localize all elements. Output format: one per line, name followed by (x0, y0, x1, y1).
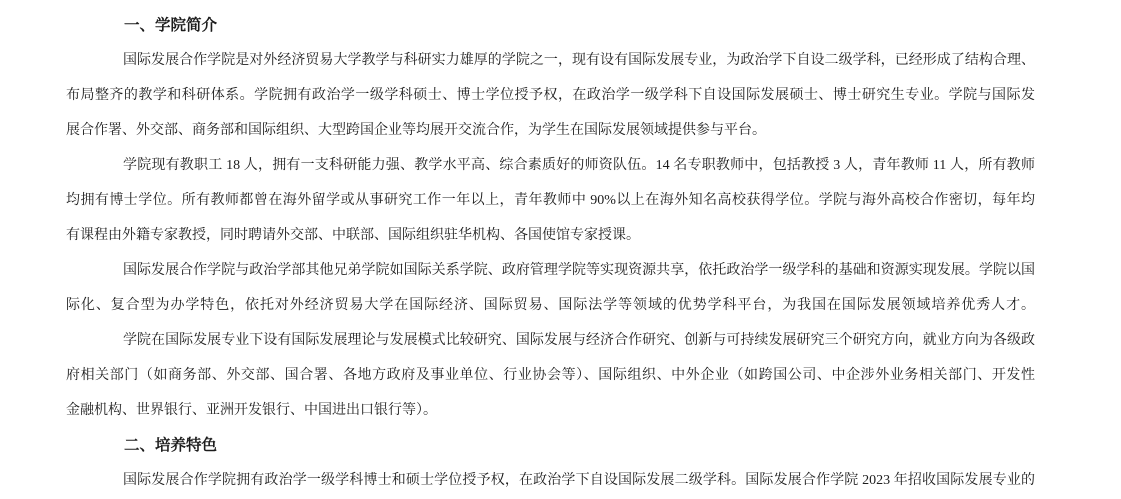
section-heading-1: 一、学院简介 (124, 17, 218, 34)
paragraph-line: 国际发展合作学院是对外经济贸易大学教学与科研实力雄厚的学院之一，现有设有国际发展专业，为政治学下自设二级学科，已经形成了结构合理、 (123, 53, 1035, 68)
paragraph-line: 展合作署、外交部、商务部和国际组织、大型跨国企业等均展开交流合作，为学生在国际发展领域提供参与平台。 (66, 123, 766, 138)
paragraph-line: 有课程由外籍专家教授，同时聘请外交部、中联部、国际组织驻华机构、各国使馆专家授课。 (66, 228, 640, 243)
paragraph-line: 府相关部门（如商务部、外交部、国合署、各地方政府及事业单位、行业协会等）、国际组织、中外企业（如跨国公司、中企涉外业务相关部门、开发性 (66, 368, 1035, 383)
paragraph-line: 国际发展合作学院拥有政治学一级学科博士和硕士学位授予权，在政治学下自设国际发展二级学科。国际发展合作学院 2023 年招收国际发展专业的 (123, 473, 1035, 488)
document-page (66, 8, 1035, 498)
paragraph-line: 金融机构、世界银行、亚洲开发银行、中国进出口银行等）。 (66, 403, 437, 418)
paragraph-line: 学院在国际发展专业下设有国际发展理论与发展模式比较研究、国际发展与经济合作研究、创新与可持续发展研究三个研究方向，就业方向为各级政 (123, 333, 1035, 348)
paragraph-line: 国际发展合作学院与政治学部其他兄弟学院如国际关系学院、政府管理学院等实现资源共享，依托政治学一级学科的基础和资源实现发展。学院以国 (123, 263, 1035, 278)
paragraph-line: 际化、复合型为办学特色，依托对外经济贸易大学在国际经济、国际贸易、国际法学等领域的优势学科平台，为我国在国际发展领域培养优秀人才。 (66, 298, 1035, 313)
paragraph-line: 布局整齐的教学和科研体系。学院拥有政治学一级学科硕士、博士学位授予权，在政治学一级学科下自设国际发展硕士、博士研究生专业。学院与国际发 (66, 88, 1035, 103)
paragraph-line: 学院现有教职工 18 人，拥有一支科研能力强、教学水平高、综合素质好的师资队伍。14 名专职教师中，包括教授 3 人，青年教师 11 人，所有教师 (123, 158, 1035, 173)
paragraph-line: 均拥有博士学位。所有教师都曾在海外留学或从事研究工作一年以上，青年教师中 90%以上在海外知名高校获得学位。学院与海外高校合作密切，每年均 (66, 193, 1035, 208)
section-heading-2: 二、培养特色 (124, 437, 218, 454)
